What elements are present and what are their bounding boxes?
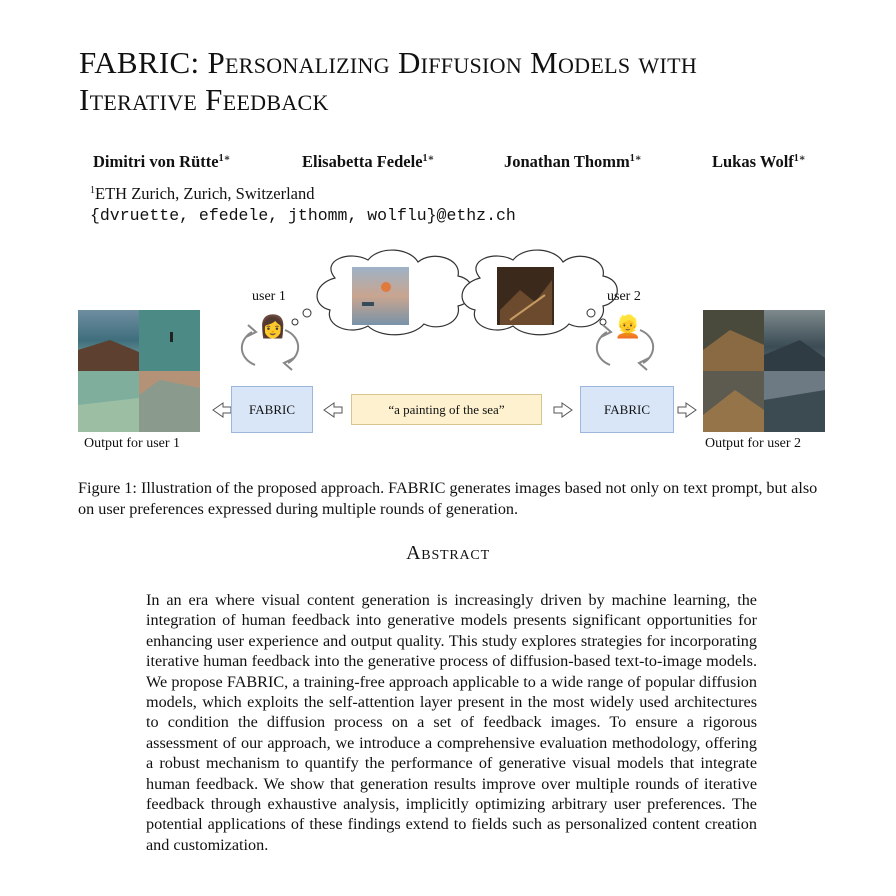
arrow-fabric-to-output2	[678, 403, 696, 417]
email-list: {dvruette, efedele, jthomm, wolflu}@ethz.ch	[90, 206, 516, 225]
author-2: Elisabetta Fedele$^{1∗}$	[302, 152, 435, 171]
thought-bubble-small-left	[303, 309, 311, 317]
user2-avatar-icon: 👱	[614, 314, 642, 339]
author-3: Jonathan Thomm$^{1∗}$	[504, 152, 642, 171]
arrow-fabric-to-output1	[213, 403, 231, 417]
abstract-heading: Abstract	[406, 542, 490, 564]
text-prompt-box: “a painting of the sea”	[351, 394, 542, 425]
thought-bubble-small-left-2	[292, 319, 298, 325]
fabric-box-right: FABRIC	[580, 386, 674, 433]
author-1: Dimitri von Rütte$^{1∗}$	[93, 152, 231, 171]
paper-title	[79, 44, 839, 118]
figure-caption: Figure 1: Illustration of the proposed approach. FABRIC generates images based not only on text prompt, but also on user preferences expressed during multiple rounds of generation.	[78, 479, 818, 518]
affiliation: $^1$ETH Zurich, Zurich, Switzerland	[90, 184, 315, 203]
arrow-prompt-to-fabric-left	[324, 403, 342, 417]
user1-label: user 1	[252, 289, 286, 304]
output2-label: Output for user 2	[705, 436, 802, 451]
arrow-prompt-to-fabric-right	[554, 403, 572, 417]
thought-bubble-small-right	[587, 309, 595, 317]
user1-avatar-icon: 👩	[259, 314, 287, 339]
author-4: Lukas Wolf$^{1∗}$	[712, 152, 806, 171]
user2-label: user 2	[607, 289, 641, 304]
title-line-2: Iterative Feedback	[79, 82, 329, 117]
title-line-1: FABRIC: Personalizing Diffusion Models with	[79, 45, 698, 80]
fabric-box-left: FABRIC	[231, 386, 313, 433]
thought-bubble-small-right-2	[600, 319, 606, 325]
output-grid-user2	[703, 310, 825, 432]
abstract-body: In an era where visual content generation is increasingly driven by machine learning, the integration of human feedback into generative models presents significant opportunities for enhancing user experience and output quality. This study explores strategies for incorporating iterative human feedback into the generative process of diffusion-based text-to-image models. We propose FABRIC, a training-free approach applicable to a wide range of popular diffusion models, which exploits the self-attention layer present in the most widely used architectures to condition the diffusion process on a set of feedback images. To ensure a rigorous assessment of our approach, we introduce a comprehensive evaluation methodology, offering a robust mechanism to quantify the performance of generative visual models that integrate human feedback. We show that generation results improve over multiple rounds of iterative feedback through exhaustive analysis, implicitly optimizing arbitrary user preferences. The potential applications of these findings extend to fields such as personalized content creation and customization.	[146, 591, 757, 854]
output-grid-user1	[78, 310, 200, 432]
impression-sunrise-thumbnail	[352, 267, 409, 325]
figure-1	[0, 240, 896, 470]
output1-label: Output for user 1	[84, 436, 181, 451]
